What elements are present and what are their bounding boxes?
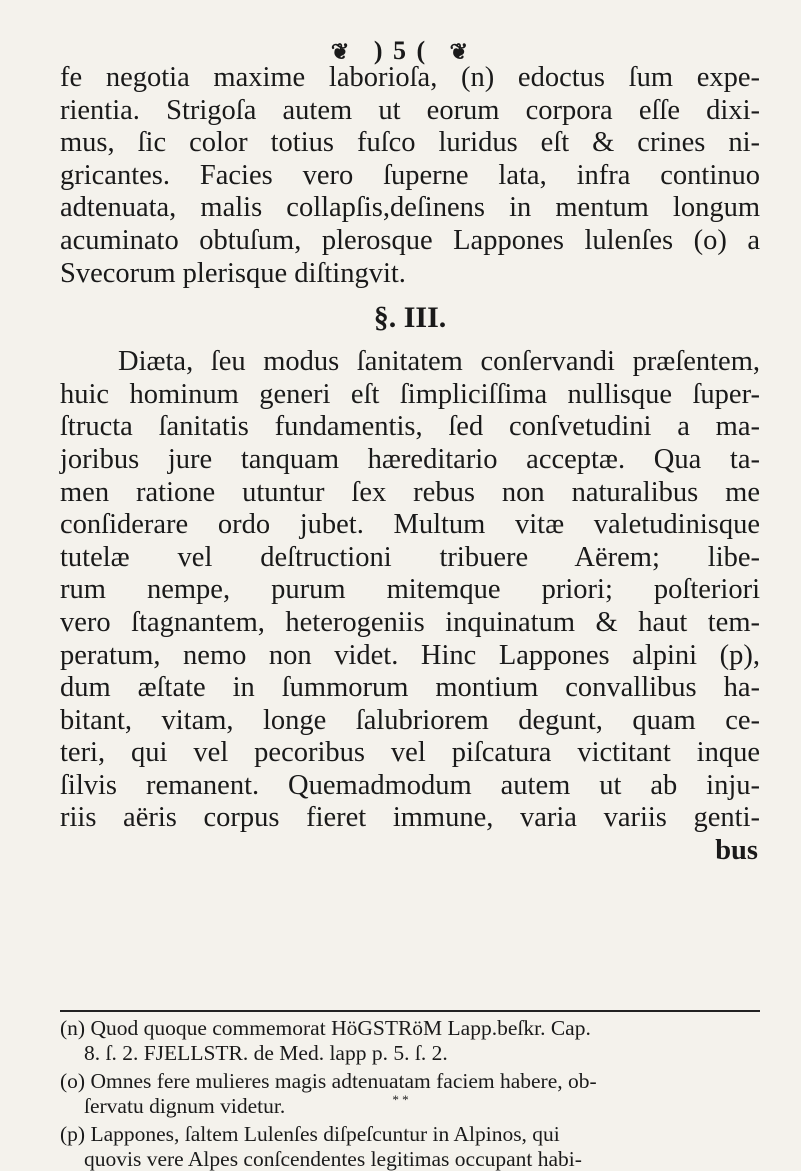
- text-line: rientia. Strigoſa autem ut eorum corpora eſſe dixi-: [60, 95, 760, 128]
- text-line: vero ſtagnantem, heterogeniis inquinatum & haut tem-: [60, 607, 760, 640]
- footnote-line: quovis vere Alpes conſcendentes legitimas occupant habi-: [60, 1147, 770, 1171]
- footnote-line: (p) Lappones, ſaltem Lulenſes diſpeſcuntur in Alpinos, qui: [60, 1122, 560, 1146]
- text-line: acuminato obtuſum, plerosque Lappones lulenſes (o) a: [60, 225, 760, 258]
- footnote-n: [60, 1016, 770, 1065]
- text-line: ſtructa ſanitatis fundamentis, ſed conſvetudini a ma-: [60, 411, 760, 444]
- text-line: Svecorum plerisque diſtingvit.: [60, 258, 760, 291]
- text-line: ſilvis remanent. Quemadmodum autem ut ab inju-: [60, 770, 760, 803]
- text-line: huic hominum generi eſt ſimpliciſſima nullisque ſuper-: [60, 379, 760, 412]
- catchword: bus: [60, 835, 760, 868]
- ornament-right-icon: ❦: [450, 39, 470, 65]
- text-line: teri, qui vel pecoribus vel piſcatura victitant inque: [60, 737, 760, 770]
- text-line: Diæta, ſeu modus ſanitatem conſervandi præſentem,: [60, 346, 760, 379]
- section-heading: §. III.: [60, 298, 760, 338]
- ornament-left-icon: ❦: [331, 39, 351, 65]
- footnote-rule: [60, 1010, 760, 1014]
- text-line: peratum, nemo non videt. Hinc Lappones alpini (p),: [60, 640, 760, 673]
- text-line: adtenuata, malis collapſis,deſinens in mentum longum: [60, 192, 760, 225]
- footnote-p: [60, 1122, 770, 1171]
- text-line: fe negotia maxime laborioſa, (n) edoctus ſum expe-: [60, 62, 760, 95]
- text-line: riis aëris corpus fieret immune, varia variis genti-: [60, 802, 760, 835]
- text-line: gricantes. Facies vero ſuperne lata, infra continuo: [60, 160, 760, 193]
- text-line: joribus jure tanquam hæreditario acceptæ. Qua ta-: [60, 444, 760, 477]
- footnote-line: (n) Quod quoque commemorat HöGSTRöM Lapp.beſkr. Cap.: [60, 1016, 591, 1040]
- signature-mark: * *: [0, 1092, 801, 1108]
- text-line: mus, ſic color totius fuſco luridus eſt & crines ni-: [60, 127, 760, 160]
- footnote-line: 8. ſ. 2. FJELLSTR. de Med. lapp p. 5. ſ. 2.: [60, 1041, 770, 1066]
- text-line: men ratione utuntur ſex rebus non naturalibus me: [60, 477, 760, 510]
- text-line: dum æſtate in ſummorum montium convallibus ha-: [60, 672, 760, 705]
- footnote-line: ſervatu dignum videtur.: [60, 1094, 770, 1119]
- page-number: ) 5 (: [374, 36, 427, 65]
- text-line: conſiderare ordo jubet. Multum vitæ valetudinisque: [60, 509, 760, 542]
- text-line: rum nempe, purum mitemque priori; poſteriori: [60, 574, 760, 607]
- main-text: [60, 62, 760, 868]
- footnote-line: (o) Omnes fere mulieres magis adtenuatam faciem habere, ob-: [60, 1069, 597, 1093]
- text-line: bitant, vitam, longe ſalubriorem degunt, quam ce-: [60, 705, 760, 738]
- text-line: tutelæ vel deſtructioni tribuere Aërem; libe-: [60, 542, 760, 575]
